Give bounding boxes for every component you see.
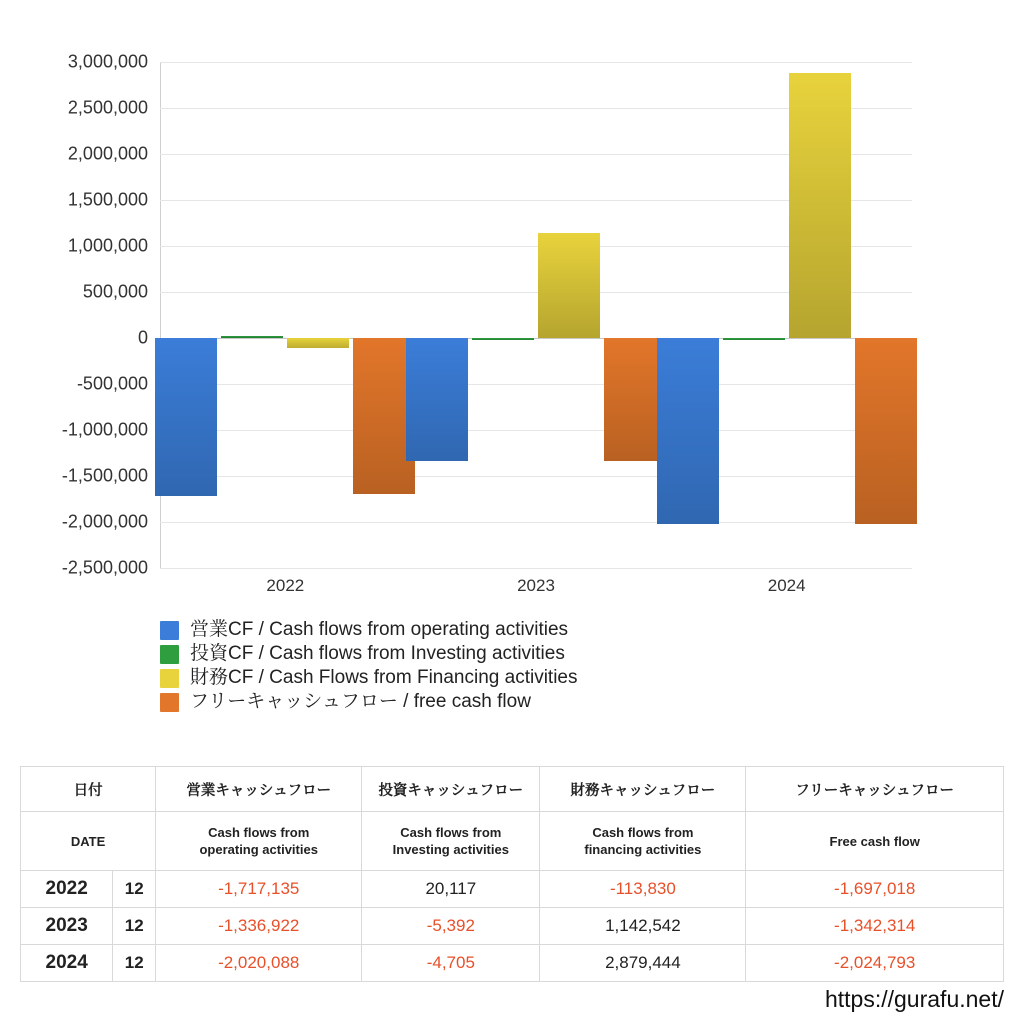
table-row <box>21 945 1004 982</box>
y-axis-tick-label: 2,000,000 <box>67 143 148 164</box>
legend-label-free-cash-flow: フリーキャッシュフロー / free cash flow <box>190 691 531 712</box>
legend-item-investing <box>160 642 960 666</box>
header-en-operating-line1: Cash flows from <box>208 825 310 840</box>
chart-bar <box>472 338 534 340</box>
row-free-2022: -1,697,018 <box>746 871 1004 908</box>
header-en-investing <box>362 812 540 871</box>
gridline <box>160 338 912 339</box>
y-axis-tick-label: 3,000,000 <box>67 51 148 72</box>
header-en-investing-line2: Investing activities <box>392 842 509 857</box>
x-axis-tick-label: 2022 <box>266 576 305 595</box>
row-financing-2024: 2,879,444 <box>540 945 746 982</box>
row-month-2023: 12 <box>113 908 156 945</box>
y-axis-tick-label: 500,000 <box>82 281 148 302</box>
row-operating-2022: -1,717,135 <box>156 871 362 908</box>
header-en-financing-line1: Cash flows from <box>592 825 694 840</box>
gridline <box>160 62 912 63</box>
row-year-2022: 2022 <box>21 871 113 908</box>
x-axis-tick-label: 2024 <box>767 576 806 595</box>
y-axis-tick-label: -500,000 <box>76 373 148 394</box>
chart-bar <box>789 73 851 338</box>
row-operating-2024: -2,020,088 <box>156 945 362 982</box>
legend-item-free-cash-flow <box>160 690 960 714</box>
chart-bar <box>855 338 917 524</box>
legend-swatch-free-cash-flow <box>160 693 179 712</box>
chart-bar <box>287 338 349 348</box>
chart-bar <box>221 336 283 338</box>
header-en-operating <box>156 812 362 871</box>
row-financing-2022: -113,830 <box>540 871 746 908</box>
header-en-investing-line1: Cash flows from <box>400 825 502 840</box>
header-en-financing-line2: financing activities <box>584 842 702 857</box>
gridline <box>160 384 912 385</box>
y-axis-tick-label: -2,500,000 <box>61 557 148 578</box>
row-investing-2022: 20,117 <box>362 871 540 908</box>
header-ja-operating: 営業キャッシュフロー <box>156 767 362 812</box>
y-axis-tick-label: -1,000,000 <box>61 419 148 440</box>
row-financing-2023: 1,142,542 <box>540 908 746 945</box>
header-ja-investing: 投資キャッシュフロー <box>362 767 540 812</box>
y-axis-tick-label: -1,500,000 <box>61 465 148 486</box>
header-ja-financing: 財務キャッシュフロー <box>540 767 746 812</box>
header-en-date: DATE <box>21 812 156 871</box>
site-url: https://gurafu.net/ <box>824 986 1004 1012</box>
gridline <box>160 476 912 477</box>
row-month-2022: 12 <box>113 871 156 908</box>
legend-item-financing <box>160 666 960 690</box>
row-free-2024: -2,024,793 <box>746 945 1004 982</box>
row-free-2023: -1,342,314 <box>746 908 1004 945</box>
header-en-operating-line2: operating activities <box>199 842 318 857</box>
y-axis-tick-label: -2,000,000 <box>61 511 148 532</box>
cash-flow-table <box>20 766 1004 982</box>
row-month-2024: 12 <box>113 945 156 982</box>
y-axis-tick-label: 1,000,000 <box>67 235 148 256</box>
table-row <box>21 908 1004 945</box>
gridline <box>160 430 912 431</box>
legend-item-operating <box>160 618 960 642</box>
y-axis-tick-label: 1,500,000 <box>67 189 148 210</box>
chart-bar <box>406 338 468 461</box>
legend-label-operating: 営業CF / Cash flows from operating activities <box>190 619 569 640</box>
legend-swatch-financing <box>160 669 179 688</box>
legend-label-financing: 財務CF / Cash Flows from Financing activities <box>190 667 578 688</box>
chart-plot-area <box>61 51 912 595</box>
legend-swatch-operating <box>160 621 179 640</box>
table-row <box>21 871 1004 908</box>
gridline <box>160 568 912 569</box>
row-year-2023: 2023 <box>21 908 113 945</box>
x-axis-tick-label: 2023 <box>517 576 555 595</box>
chart-bar <box>155 338 217 496</box>
chart-bar <box>723 338 785 340</box>
legend-label-investing: 投資CF / Cash flows from Investing activities <box>190 643 565 664</box>
gridline <box>160 522 912 523</box>
cash-flow-table-wrap <box>20 766 1004 982</box>
chart-bar <box>657 338 719 524</box>
y-axis-tick-label: 0 <box>137 327 148 348</box>
chart-bar <box>538 233 600 338</box>
header-en-free: Free cash flow <box>746 812 1004 871</box>
table-header-row-en <box>21 812 1004 871</box>
header-ja-date: 日付 <box>21 767 156 812</box>
row-operating-2023: -1,336,922 <box>156 908 362 945</box>
row-investing-2024: -4,705 <box>362 945 540 982</box>
row-year-2024: 2024 <box>21 945 113 982</box>
header-ja-free: フリーキャッシュフロー <box>746 767 1004 812</box>
chart-legend <box>160 618 960 714</box>
row-investing-2023: -5,392 <box>362 908 540 945</box>
table-header-row-ja <box>21 767 1004 812</box>
header-en-financing <box>540 812 746 871</box>
y-axis-tick-label: 2,500,000 <box>67 97 148 118</box>
legend-swatch-investing <box>160 645 179 664</box>
